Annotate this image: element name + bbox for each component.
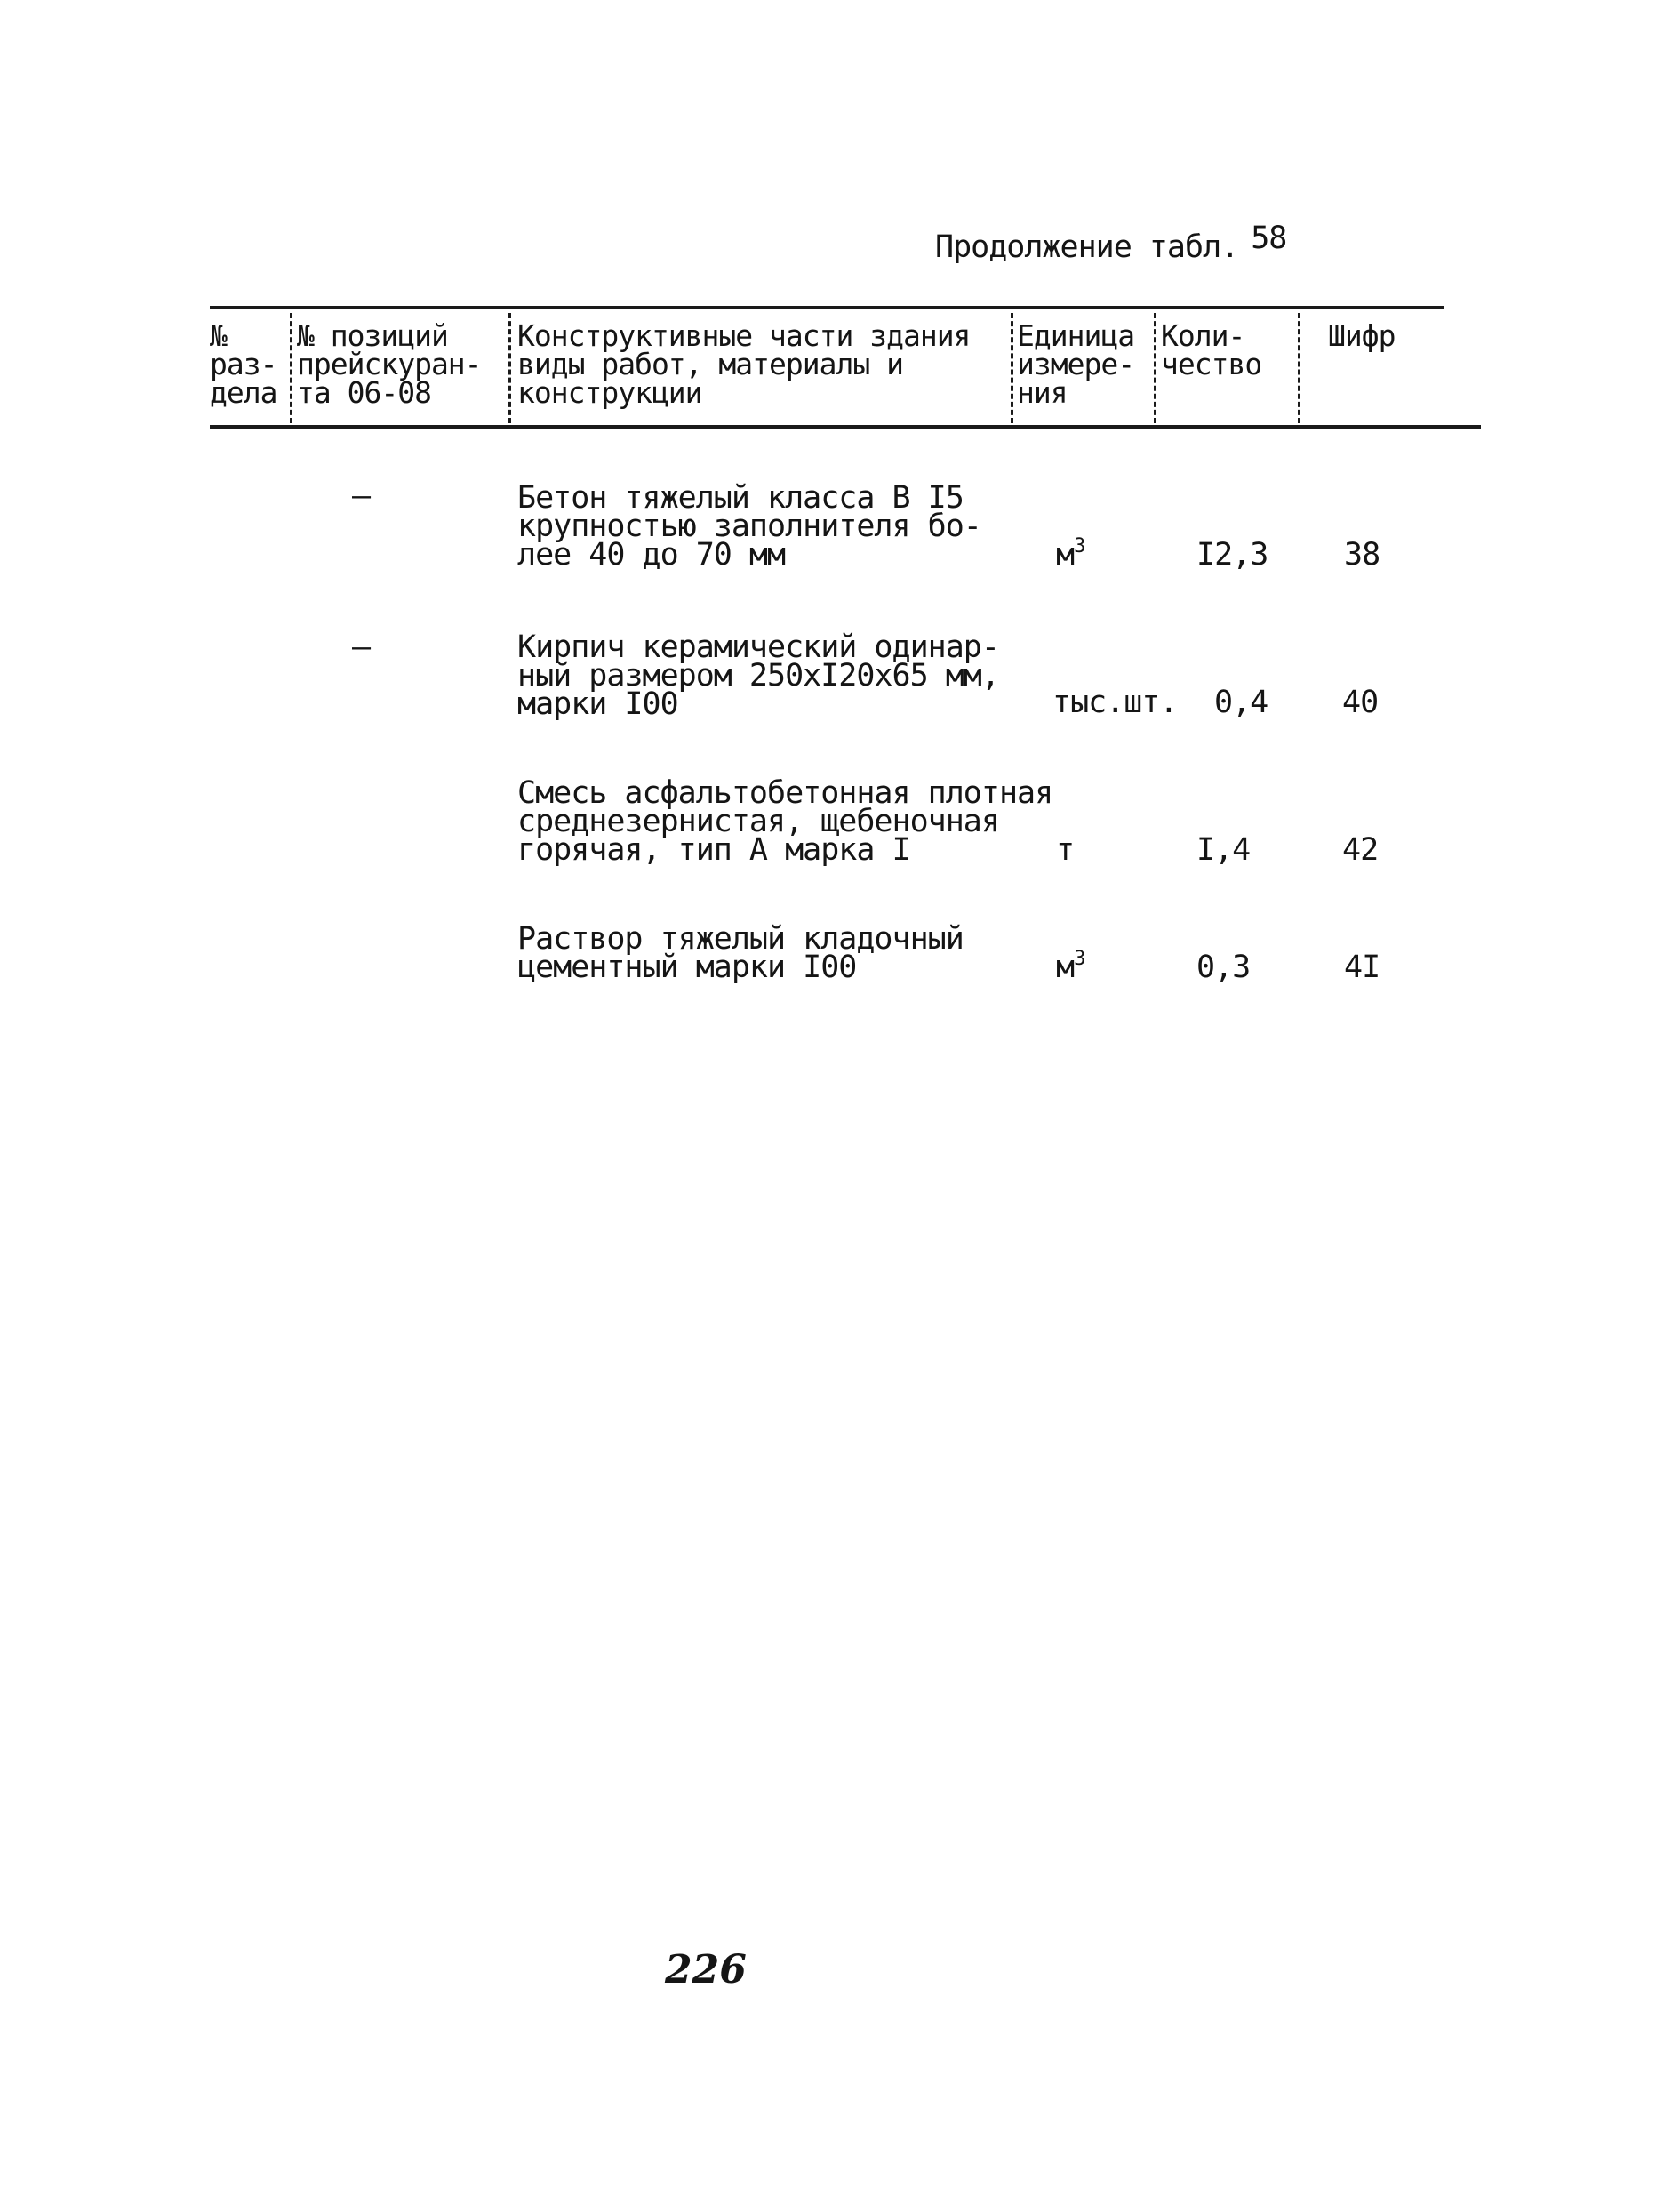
row-3-description: Смесь асфальтобетонная плотная среднезернистая, щебеночная горячая, тип А марка I (517, 775, 1053, 868)
col-separator-2 (508, 313, 511, 423)
table-number: 58 (1251, 220, 1287, 256)
row-2-quantity: 0,4 (1214, 685, 1268, 720)
row-3-quantity: I,4 (1196, 832, 1251, 868)
row-2-unit: тыс.шт. (1052, 685, 1178, 720)
table-caption (935, 220, 1287, 265)
row-1-code: 38 (1344, 537, 1380, 573)
row-4-quantity: 0,3 (1196, 950, 1251, 985)
col-separator-5 (1298, 313, 1300, 423)
row-2-description: Кирпич керамический одинар- ный размером 250хI20х65 мм, марки I00 (517, 629, 999, 722)
header-bottom-rule (210, 425, 1481, 429)
row-1-description: Бетон тяжелый класса В I5 крупностью заполнителя бо- лее 40 до 70 мм (517, 480, 981, 573)
col-separator-3 (1011, 313, 1013, 423)
row-2-dash: – (352, 629, 371, 665)
header-col-price-positions: № позиций прейскуран- та 06-08 (297, 318, 482, 410)
row-4-unit: $м^3$ (1056, 948, 1085, 985)
col-separator-1 (290, 313, 292, 423)
row-1-unit: $м^3$ (1056, 535, 1085, 573)
row-2-code: 40 (1342, 685, 1379, 720)
row-3-unit: т (1056, 832, 1075, 868)
page-number: 226 (665, 1947, 747, 1993)
row-4-code: 4I (1344, 950, 1380, 985)
header-col-code: Шифр (1328, 318, 1396, 353)
col-separator-4 (1154, 313, 1156, 423)
header-col-unit: Единица измере- ния (1017, 318, 1135, 410)
header-col-section-no: № раз- дела (210, 318, 277, 410)
row-1-quantity: I2,3 (1196, 537, 1268, 573)
caption-text: Продолжение табл. (935, 229, 1239, 265)
row-4-description: Раствор тяжелый кладочный цементный марки I00 (517, 921, 964, 985)
row-3-code: 42 (1342, 832, 1379, 868)
row-1-dash: – (352, 478, 371, 514)
header-col-description: Конструктивные части здания виды работ, материалы и конструкции (517, 318, 971, 410)
header-top-rule (210, 306, 1444, 309)
header-col-quantity: Коли- чество (1161, 318, 1262, 381)
